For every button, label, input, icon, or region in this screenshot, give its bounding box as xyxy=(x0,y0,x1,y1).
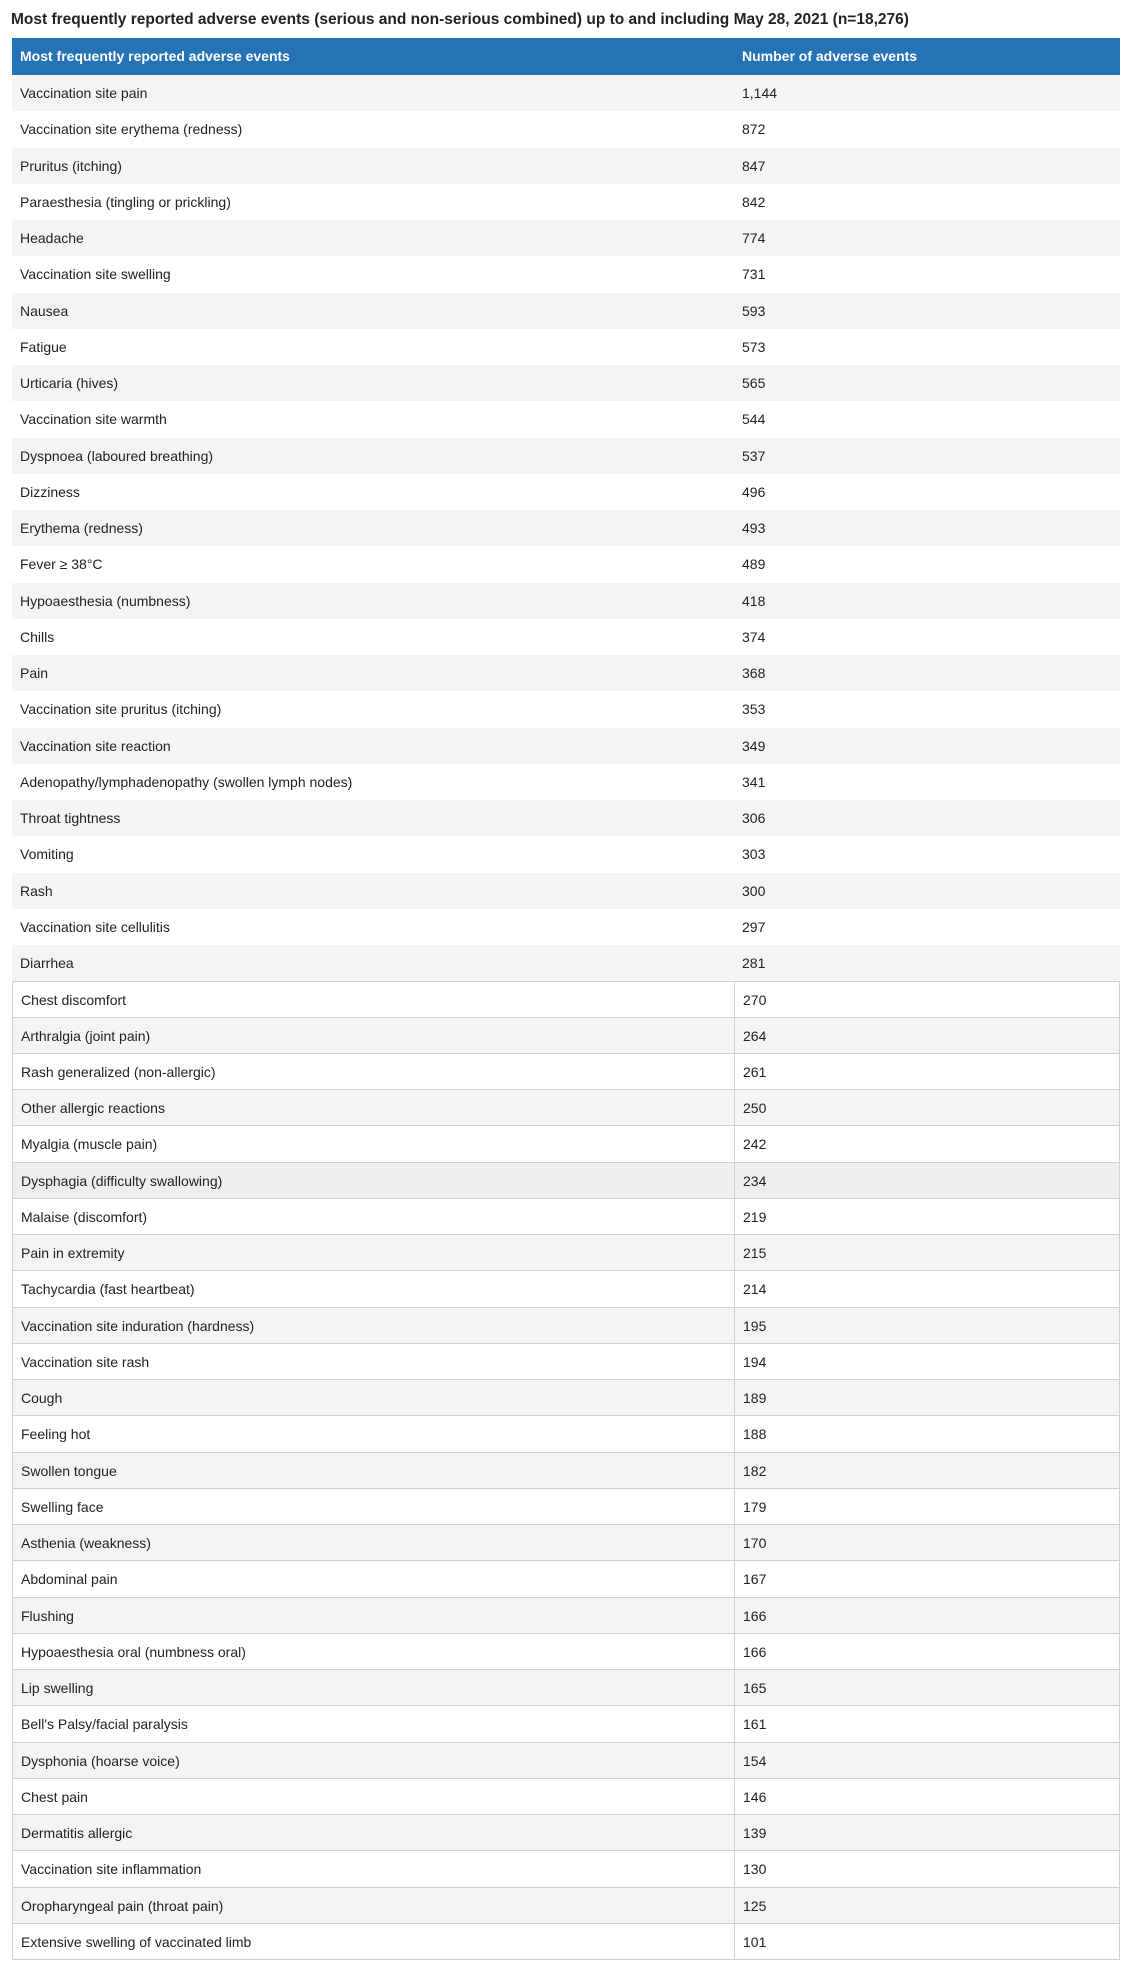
event-cell: Vaccination site pain xyxy=(20,85,148,101)
count-cell: 374 xyxy=(742,628,766,645)
event-cell: Pain in extremity xyxy=(13,1235,735,1270)
event-cell: Vaccination site rash xyxy=(13,1344,735,1379)
table-row xyxy=(12,1453,1120,1489)
count-cell: 146 xyxy=(743,1788,767,1805)
table-row xyxy=(12,220,1120,256)
count-cell: 170 xyxy=(743,1535,767,1551)
event-cell: Vaccination site erythema (redness) xyxy=(20,121,243,138)
count-cell: 161 xyxy=(743,1716,767,1733)
event-cell: Myalgia (muscle pain) xyxy=(13,1126,735,1161)
event-cell: Vaccination site warmth xyxy=(20,411,167,428)
event-cell: Extensive swelling of vaccinated limb xyxy=(13,1924,735,1959)
table-row xyxy=(12,619,1120,655)
table-row xyxy=(12,1054,1120,1090)
event-cell: Cough xyxy=(13,1380,735,1415)
event-cell: Adenopathy/lymphadenopathy (swollen lymph nodes) xyxy=(20,773,353,790)
event-cell: Abdominal pain xyxy=(13,1561,735,1596)
table-row xyxy=(12,1308,1120,1344)
table-row xyxy=(12,836,1120,872)
event-cell: Vomiting xyxy=(20,846,74,863)
count-cell: 349 xyxy=(742,737,766,754)
count-cell: 353 xyxy=(742,701,766,718)
count-cell: 154 xyxy=(743,1752,767,1769)
table-row xyxy=(12,1525,1120,1561)
table-row xyxy=(12,873,1120,909)
table-row xyxy=(12,329,1120,365)
event-cell: Fever ≥ 38°C xyxy=(20,556,103,573)
count-cell: 489 xyxy=(742,556,766,573)
count-cell: 165 xyxy=(743,1680,767,1696)
count-cell: 179 xyxy=(743,1498,767,1515)
header-event: Most frequently reported adverse events xyxy=(20,48,290,64)
table-row xyxy=(12,75,1120,111)
event-cell: Hypoaesthesia oral (numbness oral) xyxy=(13,1634,735,1669)
event-cell: Throat tightness xyxy=(20,810,121,826)
table-row xyxy=(12,728,1120,764)
event-cell: Tachycardia (fast heartbeat) xyxy=(13,1271,735,1306)
table-row xyxy=(12,1416,1120,1452)
table-row xyxy=(12,1561,1120,1597)
table-row xyxy=(12,1670,1120,1706)
event-cell: Vaccination site induration (hardness) xyxy=(13,1308,735,1343)
count-cell: 250 xyxy=(743,1100,767,1116)
event-cell: Chest discomfort xyxy=(13,982,735,1016)
table-row xyxy=(12,981,1120,1017)
count-cell: 195 xyxy=(743,1317,767,1334)
table-row xyxy=(12,1271,1120,1307)
event-cell: Rash xyxy=(20,882,53,899)
count-cell: 847 xyxy=(742,157,766,174)
count-cell: 125 xyxy=(743,1897,767,1914)
table-row xyxy=(12,1779,1120,1815)
count-cell: 167 xyxy=(743,1571,767,1588)
count-cell: 189 xyxy=(743,1390,767,1406)
count-cell: 593 xyxy=(742,302,766,319)
event-cell: Dermatitis allergic xyxy=(13,1815,735,1850)
count-cell: 139 xyxy=(743,1825,767,1841)
count-cell: 300 xyxy=(742,882,766,899)
count-cell: 270 xyxy=(743,992,767,1009)
count-cell: 341 xyxy=(742,773,766,790)
event-cell: Arthralgia (joint pain) xyxy=(13,1018,735,1053)
count-cell: 544 xyxy=(742,411,766,428)
event-cell: Flushing xyxy=(13,1598,735,1633)
table-row xyxy=(12,1706,1120,1742)
event-cell: Pain xyxy=(20,665,49,681)
event-cell: Fatigue xyxy=(20,338,67,355)
count-cell: 130 xyxy=(743,1861,767,1878)
count-cell: 306 xyxy=(742,810,766,826)
table-row xyxy=(12,1235,1120,1271)
event-cell: Other allergic reactions xyxy=(13,1090,735,1125)
event-cell: Diarrhea xyxy=(20,955,74,971)
event-cell: Dysphagia (difficulty swallowing) xyxy=(13,1163,735,1198)
table-row xyxy=(12,1888,1120,1924)
event-cell: Vaccination site inflammation xyxy=(13,1851,735,1886)
event-cell: Dyspnoea (laboured breathing) xyxy=(20,447,214,464)
table-row xyxy=(12,184,1120,220)
event-cell: Feeling hot xyxy=(13,1416,735,1451)
count-cell: 188 xyxy=(743,1426,767,1443)
event-cell: Paraesthesia (tingling or prickling) xyxy=(20,193,231,210)
event-cell: Swelling face xyxy=(13,1489,735,1524)
event-cell: Vaccination site reaction xyxy=(20,737,171,754)
table-row xyxy=(12,1344,1120,1380)
event-cell: Urticaria (hives) xyxy=(20,375,119,391)
event-cell: Vaccination site swelling xyxy=(20,266,171,283)
count-cell: 234 xyxy=(743,1172,767,1189)
table-row xyxy=(12,1380,1120,1416)
table-row xyxy=(12,1090,1120,1126)
table-caption: Most frequently reported adverse events (serious and non-serious combined) up to and including May 28, 2021 (n=18,276) xyxy=(11,11,909,28)
table-row xyxy=(12,655,1120,691)
event-cell: Vaccination site cellulitis xyxy=(20,918,170,935)
table-row xyxy=(12,691,1120,727)
count-cell: 493 xyxy=(742,520,766,536)
table-row xyxy=(12,111,1120,147)
count-cell: 496 xyxy=(742,483,766,500)
count-cell: 219 xyxy=(743,1208,767,1225)
count-cell: 194 xyxy=(743,1353,767,1370)
table-row xyxy=(12,293,1120,329)
table-row xyxy=(12,256,1120,292)
table-row xyxy=(12,148,1120,184)
header-count: Number of adverse events xyxy=(742,48,918,64)
table-row xyxy=(12,1815,1120,1851)
event-cell: Dizziness xyxy=(20,483,80,500)
event-cell: Lip swelling xyxy=(13,1670,735,1705)
count-cell: 182 xyxy=(743,1462,767,1479)
table-row xyxy=(12,1018,1120,1054)
table-row xyxy=(12,945,1120,981)
table-row xyxy=(12,438,1120,474)
table-row xyxy=(12,365,1120,401)
count-cell: 774 xyxy=(742,230,766,246)
count-cell: 101 xyxy=(743,1933,767,1950)
count-cell: 264 xyxy=(743,1027,767,1044)
count-cell: 731 xyxy=(742,266,766,283)
count-cell: 261 xyxy=(743,1063,767,1080)
event-cell: Oropharyngeal pain (throat pain) xyxy=(13,1888,735,1923)
table-row xyxy=(12,1634,1120,1670)
count-cell: 281 xyxy=(742,955,766,971)
table-row xyxy=(12,546,1120,582)
table-row xyxy=(12,1598,1120,1634)
table-row xyxy=(12,1489,1120,1525)
table-row xyxy=(12,474,1120,510)
count-cell: 303 xyxy=(742,846,766,863)
table-body-lower xyxy=(12,981,1120,1960)
table-row xyxy=(12,1199,1120,1235)
event-cell: Chest pain xyxy=(13,1779,735,1814)
count-cell: 166 xyxy=(743,1607,767,1624)
event-cell: Headache xyxy=(20,230,84,246)
table-row xyxy=(12,401,1120,437)
count-cell: 166 xyxy=(743,1643,767,1660)
event-cell: Dysphonia (hoarse voice) xyxy=(13,1743,735,1778)
count-cell: 242 xyxy=(743,1136,767,1153)
table-row xyxy=(12,583,1120,619)
event-cell: Asthenia (weakness) xyxy=(13,1525,735,1560)
event-cell: Nausea xyxy=(20,302,69,319)
event-cell: Chills xyxy=(20,628,55,645)
event-cell: Hypoaesthesia (numbness) xyxy=(20,592,191,609)
count-cell: 872 xyxy=(742,121,766,138)
event-cell: Malaise (discomfort) xyxy=(13,1199,735,1234)
count-cell: 368 xyxy=(742,665,766,681)
count-cell: 418 xyxy=(742,592,766,609)
table-row xyxy=(12,1126,1120,1162)
table-row xyxy=(12,1851,1120,1887)
table-header-row xyxy=(12,38,1120,75)
table-row xyxy=(12,909,1120,945)
event-cell: Vaccination site pruritus (itching) xyxy=(20,701,222,718)
count-cell: 214 xyxy=(743,1281,767,1298)
count-cell: 565 xyxy=(742,375,766,391)
count-cell: 842 xyxy=(742,193,766,210)
table-row xyxy=(12,764,1120,800)
count-cell: 1,144 xyxy=(742,85,778,101)
table-row xyxy=(12,1743,1120,1779)
event-cell: Bell's Palsy/facial paralysis xyxy=(13,1706,735,1741)
table-row xyxy=(12,1924,1120,1960)
adverse-events-table xyxy=(12,38,1120,1960)
table-row xyxy=(12,800,1120,836)
table-row xyxy=(12,510,1120,546)
event-cell: Pruritus (itching) xyxy=(20,157,122,174)
event-cell: Rash generalized (non-allergic) xyxy=(13,1054,735,1089)
table-row xyxy=(12,1163,1120,1199)
count-cell: 215 xyxy=(743,1245,767,1261)
event-cell: Erythema (redness) xyxy=(20,520,143,536)
count-cell: 297 xyxy=(742,918,766,935)
count-cell: 573 xyxy=(742,338,766,355)
count-cell: 537 xyxy=(742,447,766,464)
table-body-upper xyxy=(12,75,1120,981)
event-cell: Swollen tongue xyxy=(13,1453,735,1488)
